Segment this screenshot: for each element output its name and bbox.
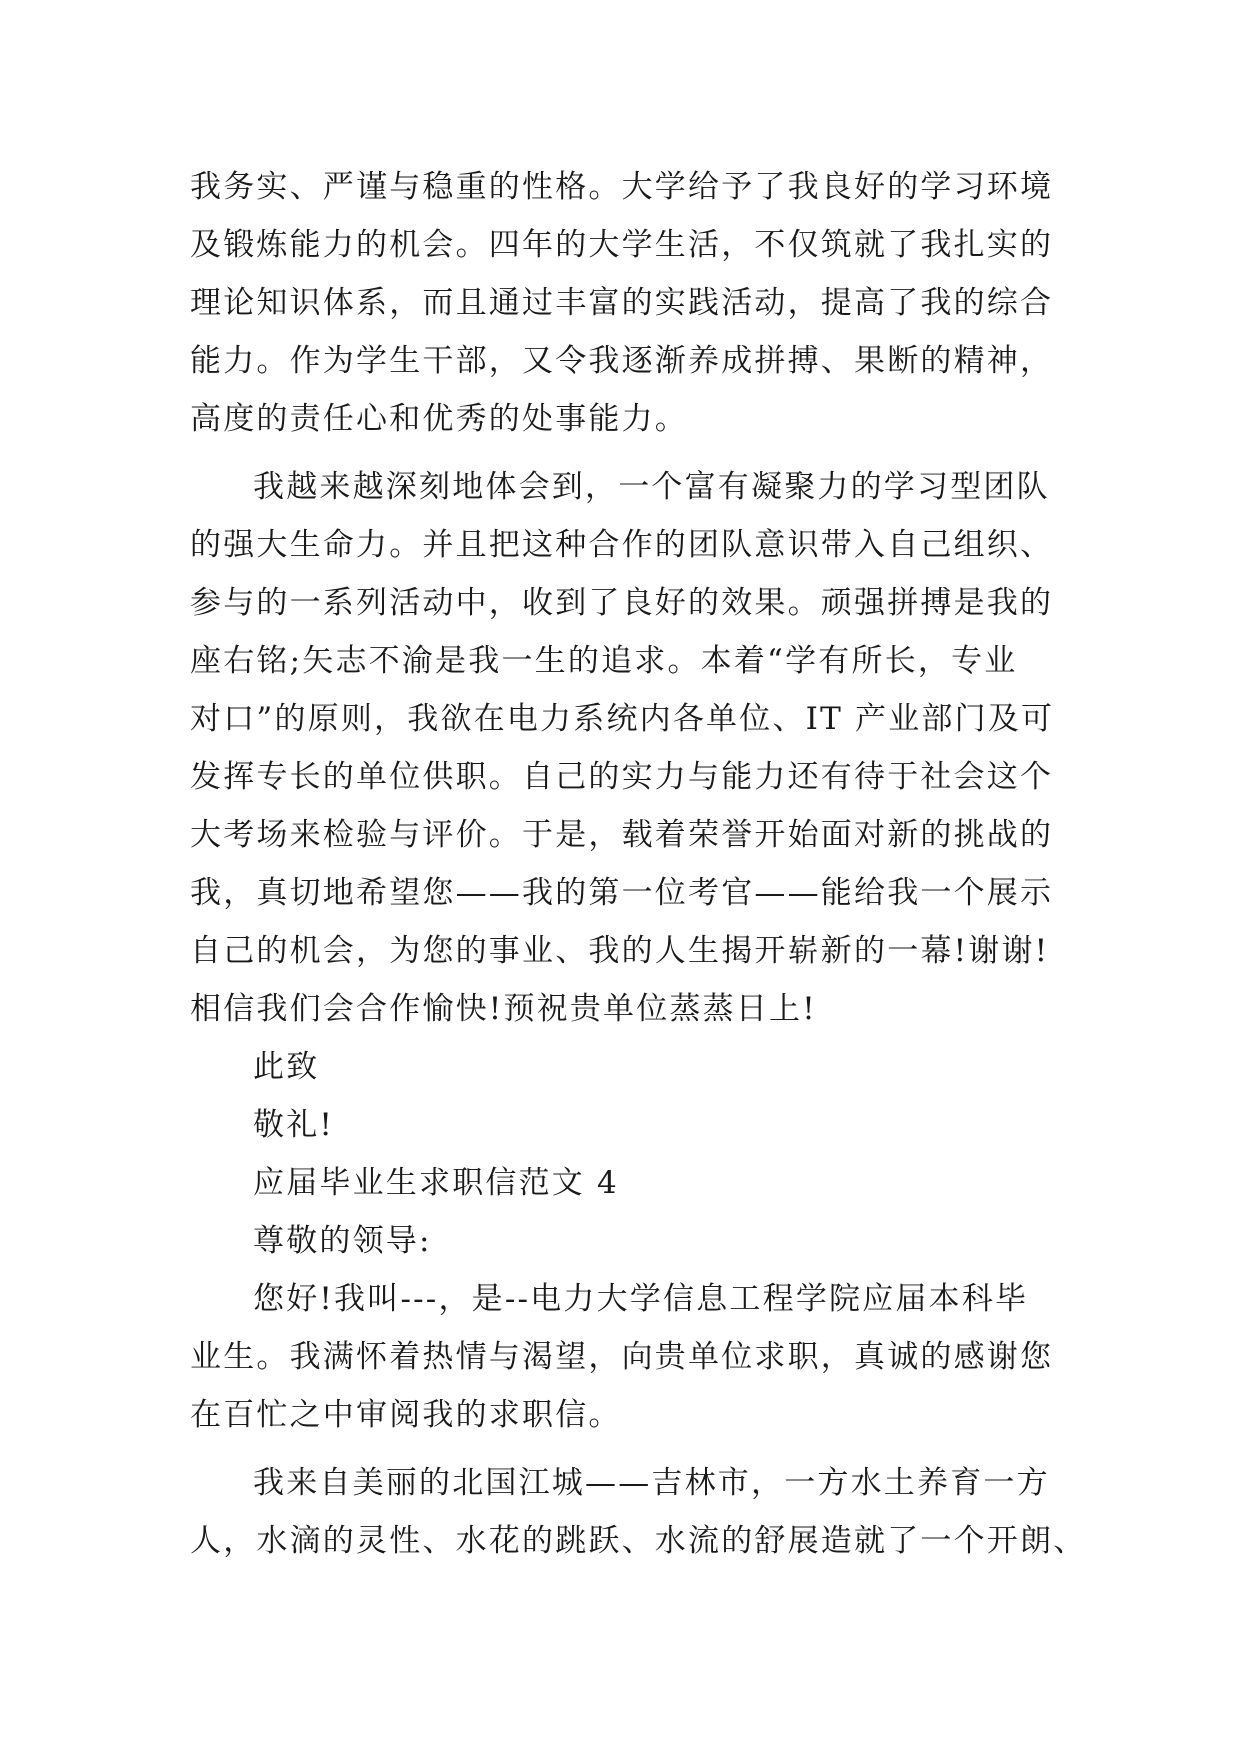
paragraph-line: 对口”的原则，我欲在电力系统内各单位、IT 产业部门及可 (190, 701, 1055, 737)
paragraph-line: 座右铭;矢志不渝是我一生的追求。本着“学有所长，专业 (190, 643, 1018, 679)
closing-salutation: 此致 (253, 1049, 320, 1085)
paragraph-line: 高度的责任心和优秀的处事能力。 (190, 401, 688, 437)
paragraph-line: 自己的机会，为您的事业、我的人生揭开崭新的一幕!谢谢! (190, 933, 1050, 969)
paragraph-line: 参与的一系列活动中，收到了良好的效果。顽强拼搏是我的 (190, 585, 1054, 621)
paragraph-line: 能力。作为学生干部，又令我逐渐养成拼搏、果断的精神， (190, 343, 1054, 379)
paragraph-line: 业生。我满怀着热情与渴望，向贵单位求职，真诚的感谢您 (190, 1339, 1054, 1375)
paragraph-line: 相信我们会合作愉快!预祝贵单位蒸蒸日上! (190, 991, 817, 1027)
paragraph-line: 我，真切地希望您——我的第一位考官——能给我一个展示 (190, 875, 1054, 911)
letter-body (190, 158, 1087, 1570)
paragraph-line: 您好!我叫---，是--电力大学信息工程学院应届本科毕 (253, 1281, 1029, 1317)
paragraph-line: 人，水滴的灵性、水花的跳跃、水流的舒展造就了一个开朗、 (190, 1523, 1087, 1559)
greeting: 尊敬的领导: (253, 1223, 432, 1259)
paragraph-line: 我务实、严谨与稳重的性格。大学给予了我良好的学习环境 (190, 169, 1054, 205)
paragraph-line: 发挥专长的单位供职。自己的实力与能力还有待于社会这个 (190, 759, 1054, 795)
paragraph-line: 及锻炼能力的机会。四年的大学生活，不仅筑就了我扎实的 (190, 227, 1054, 263)
closing-regards: 敬礼! (253, 1107, 335, 1143)
paragraph-line: 我越来越深刻地体会到，一个富有凝聚力的学习型团队 (253, 469, 1050, 505)
paragraph-line: 理论知识体系，而且通过丰富的实践活动，提高了我的综合 (190, 285, 1054, 321)
section-title: 应届毕业生求职信范文 4 (253, 1165, 619, 1201)
paragraph-line: 大考场来检验与评价。于是，载着荣誉开始面对新的挑战的 (190, 817, 1054, 853)
paragraph-line: 的强大生命力。并且把这种合作的团队意识带入自己组织、 (190, 527, 1054, 563)
paragraph-line: 在百忙之中审阅我的求职信。 (190, 1397, 622, 1433)
paragraph-line: 我来自美丽的北国江城——吉林市，一方水土养育一方 (253, 1465, 1050, 1501)
